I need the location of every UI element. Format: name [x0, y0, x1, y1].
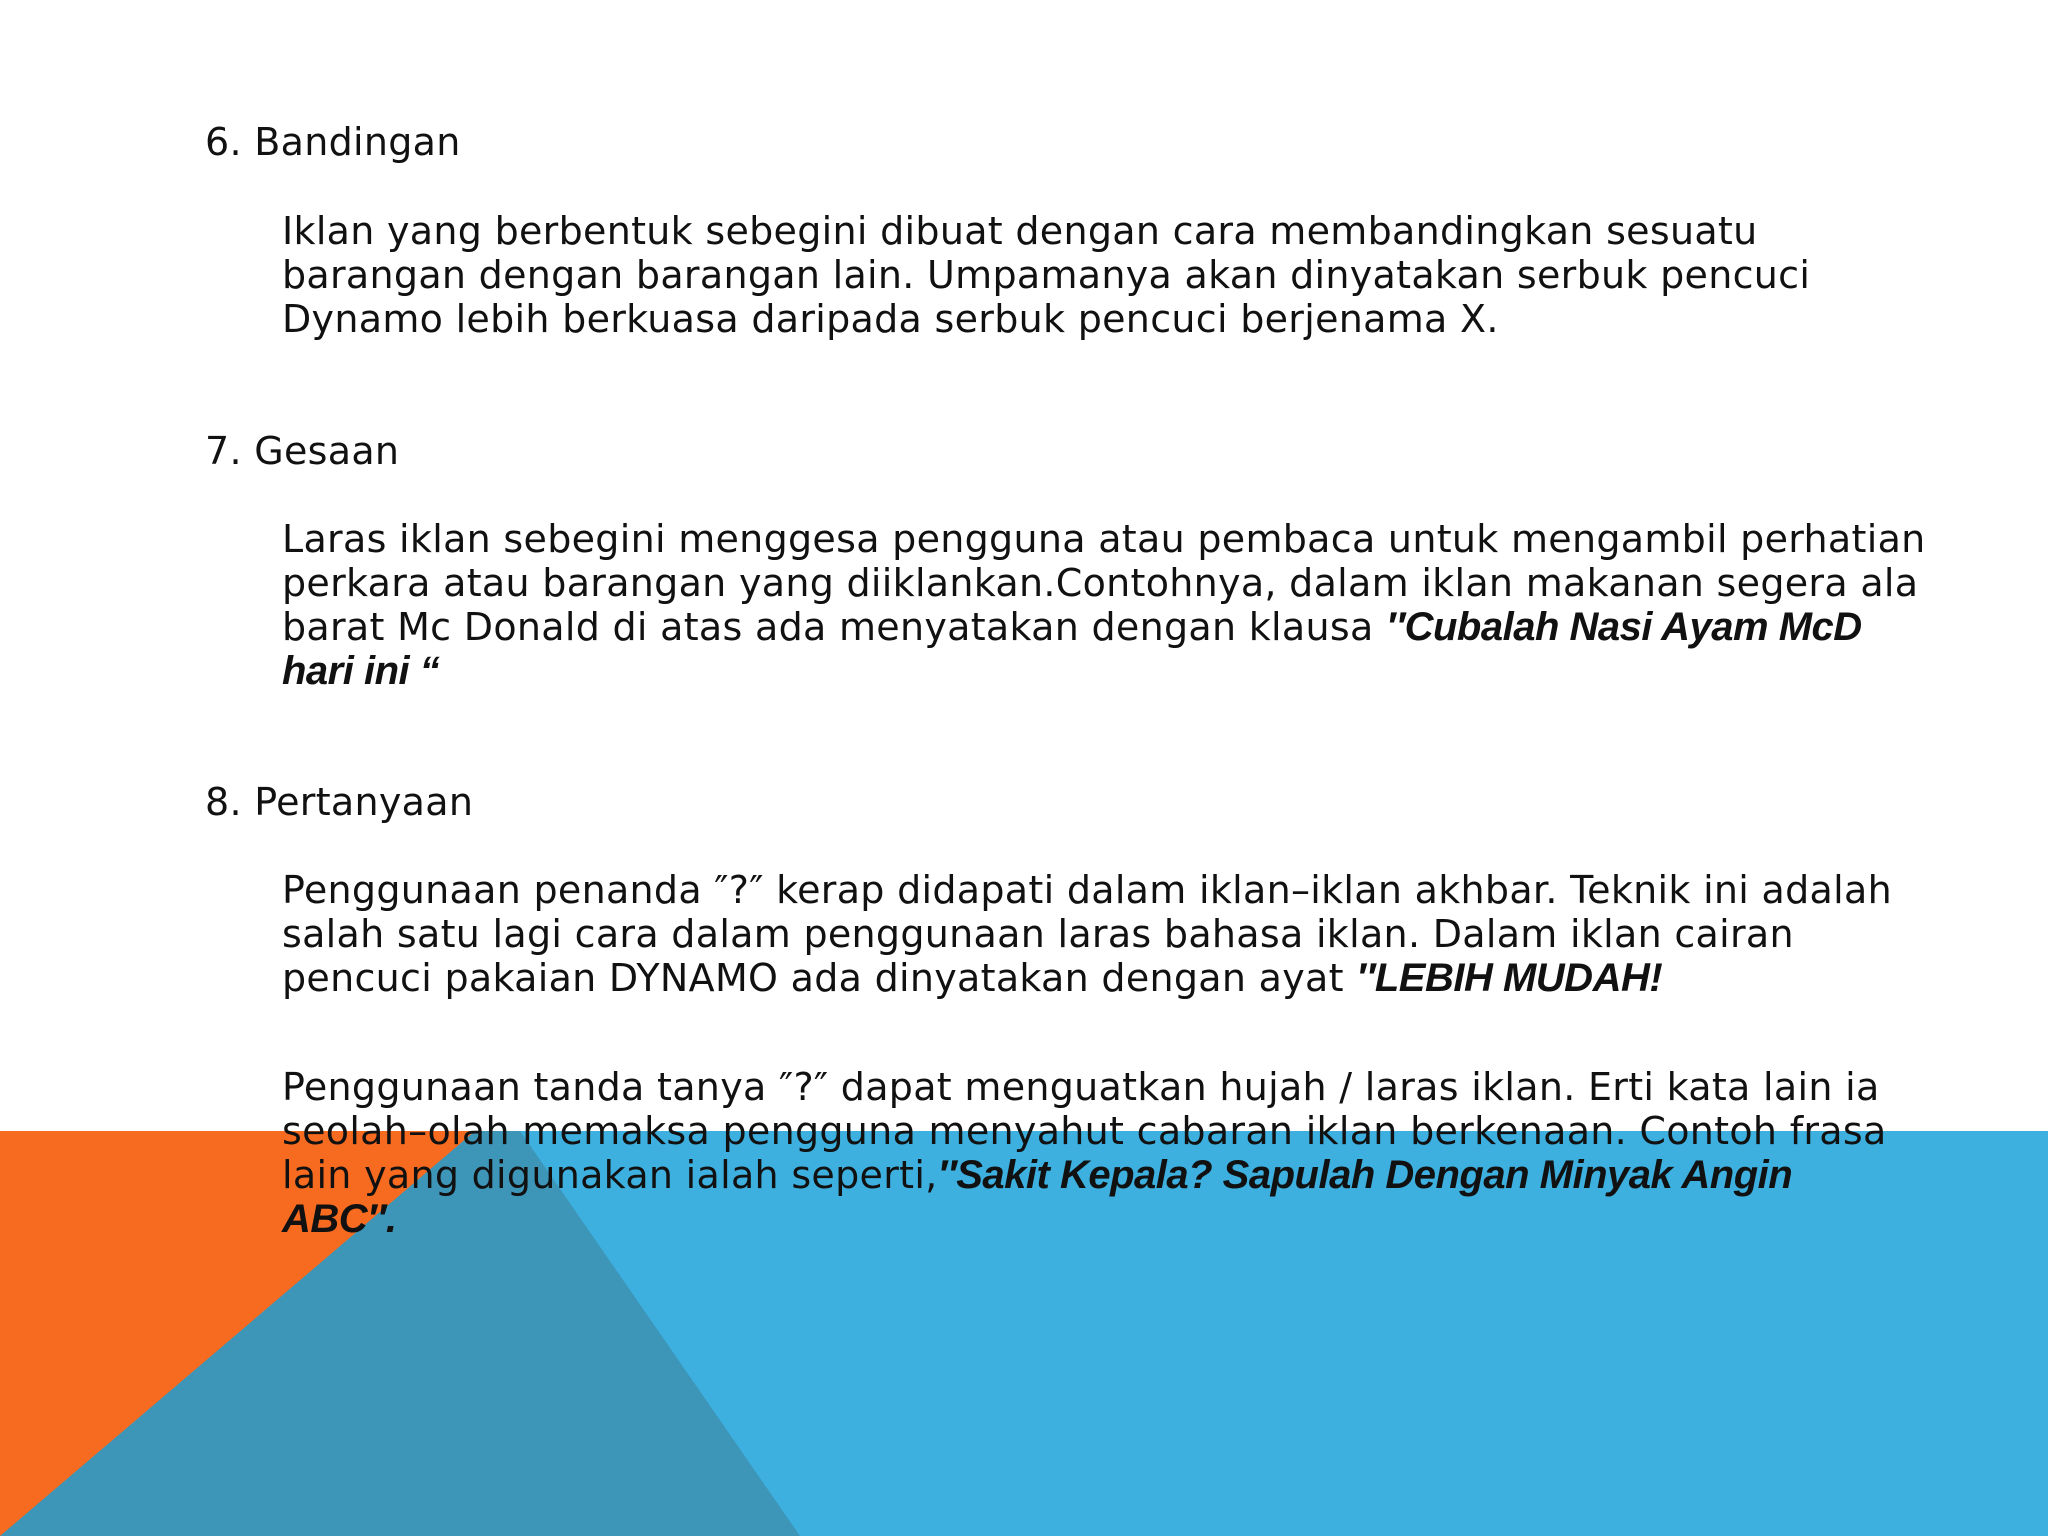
section-body-gesaan — [282, 517, 1926, 693]
body-line — [282, 1109, 1887, 1153]
body-line — [282, 649, 1872, 693]
body-line — [282, 1153, 1872, 1197]
body-line — [282, 605, 1872, 649]
line-text: perkara atau barangan yang diiklankan.Contohnya, dalam iklan makanan segera ala — [282, 561, 1919, 605]
quoted-slogan: ″Cubalah Nasi Ayam McD — [1385, 605, 1862, 649]
line-text: barangan dengan barangan lain. Umpamanya akan dinyatakan serbuk pencuci — [282, 253, 1811, 297]
quoted-slogan: ″Sakit Kepala? Sapulah Dengan Minyak Angin — [937, 1153, 1793, 1197]
line-text: lain yang digunakan ialah seperti, — [282, 1153, 938, 1197]
line-text: Penggunaan penanda ″?″ kerap didapati dalam iklan–iklan akhbar. Teknik ini adalah — [282, 868, 1892, 912]
line-text: salah satu lagi cara dalam penggunaan laras bahasa iklan. Dalam iklan cairan — [282, 912, 1794, 956]
body-line — [282, 956, 1872, 1000]
line-text: pencuci pakaian DYNAMO ada dinyatakan dengan ayat — [282, 956, 1357, 1000]
body-line — [282, 1197, 1872, 1241]
section-heading-gesaan: 7. Gesaan — [205, 429, 400, 473]
line-text: seolah–olah memaksa pengguna menyahut cabaran iklan berkenaan. Contoh frasa — [282, 1109, 1887, 1153]
section-body-bandingan — [282, 209, 1872, 341]
body-line — [282, 253, 1872, 297]
body-line — [282, 868, 1892, 912]
body-line — [282, 297, 1872, 341]
line-text: barat Mc Donald di atas ada menyatakan dengan klausa — [282, 605, 1386, 649]
quoted-slogan: ″LEBIH MUDAH! — [1356, 956, 1663, 1000]
section-body-pertanyaan-2 — [282, 1065, 1887, 1241]
line-text: Laras iklan sebegini menggesa pengguna atau pembaca untuk mengambil perhatian — [282, 517, 1926, 561]
body-line — [282, 561, 1919, 605]
body-line — [282, 1065, 1880, 1109]
section-heading-bandingan: 6. Bandingan — [205, 120, 461, 164]
line-text: Penggunaan tanda tanya ″?″ dapat menguatkan hujah / laras iklan. Erti kata lain ia — [282, 1065, 1880, 1109]
body-line — [282, 517, 1926, 561]
quoted-slogan: hari ini “ — [282, 649, 440, 693]
body-line — [282, 209, 1872, 253]
section-heading-pertanyaan: 8. Pertanyaan — [205, 780, 474, 824]
section-body-pertanyaan — [282, 868, 1892, 1000]
line-text: Iklan yang berbentuk sebegini dibuat dengan cara membandingkan sesuatu — [282, 209, 1758, 253]
quoted-slogan: ABC″. — [282, 1197, 397, 1241]
line-text: Dynamo lebih berkuasa daripada serbuk pencuci berjenama X. — [282, 297, 1499, 341]
body-line — [282, 912, 1872, 956]
